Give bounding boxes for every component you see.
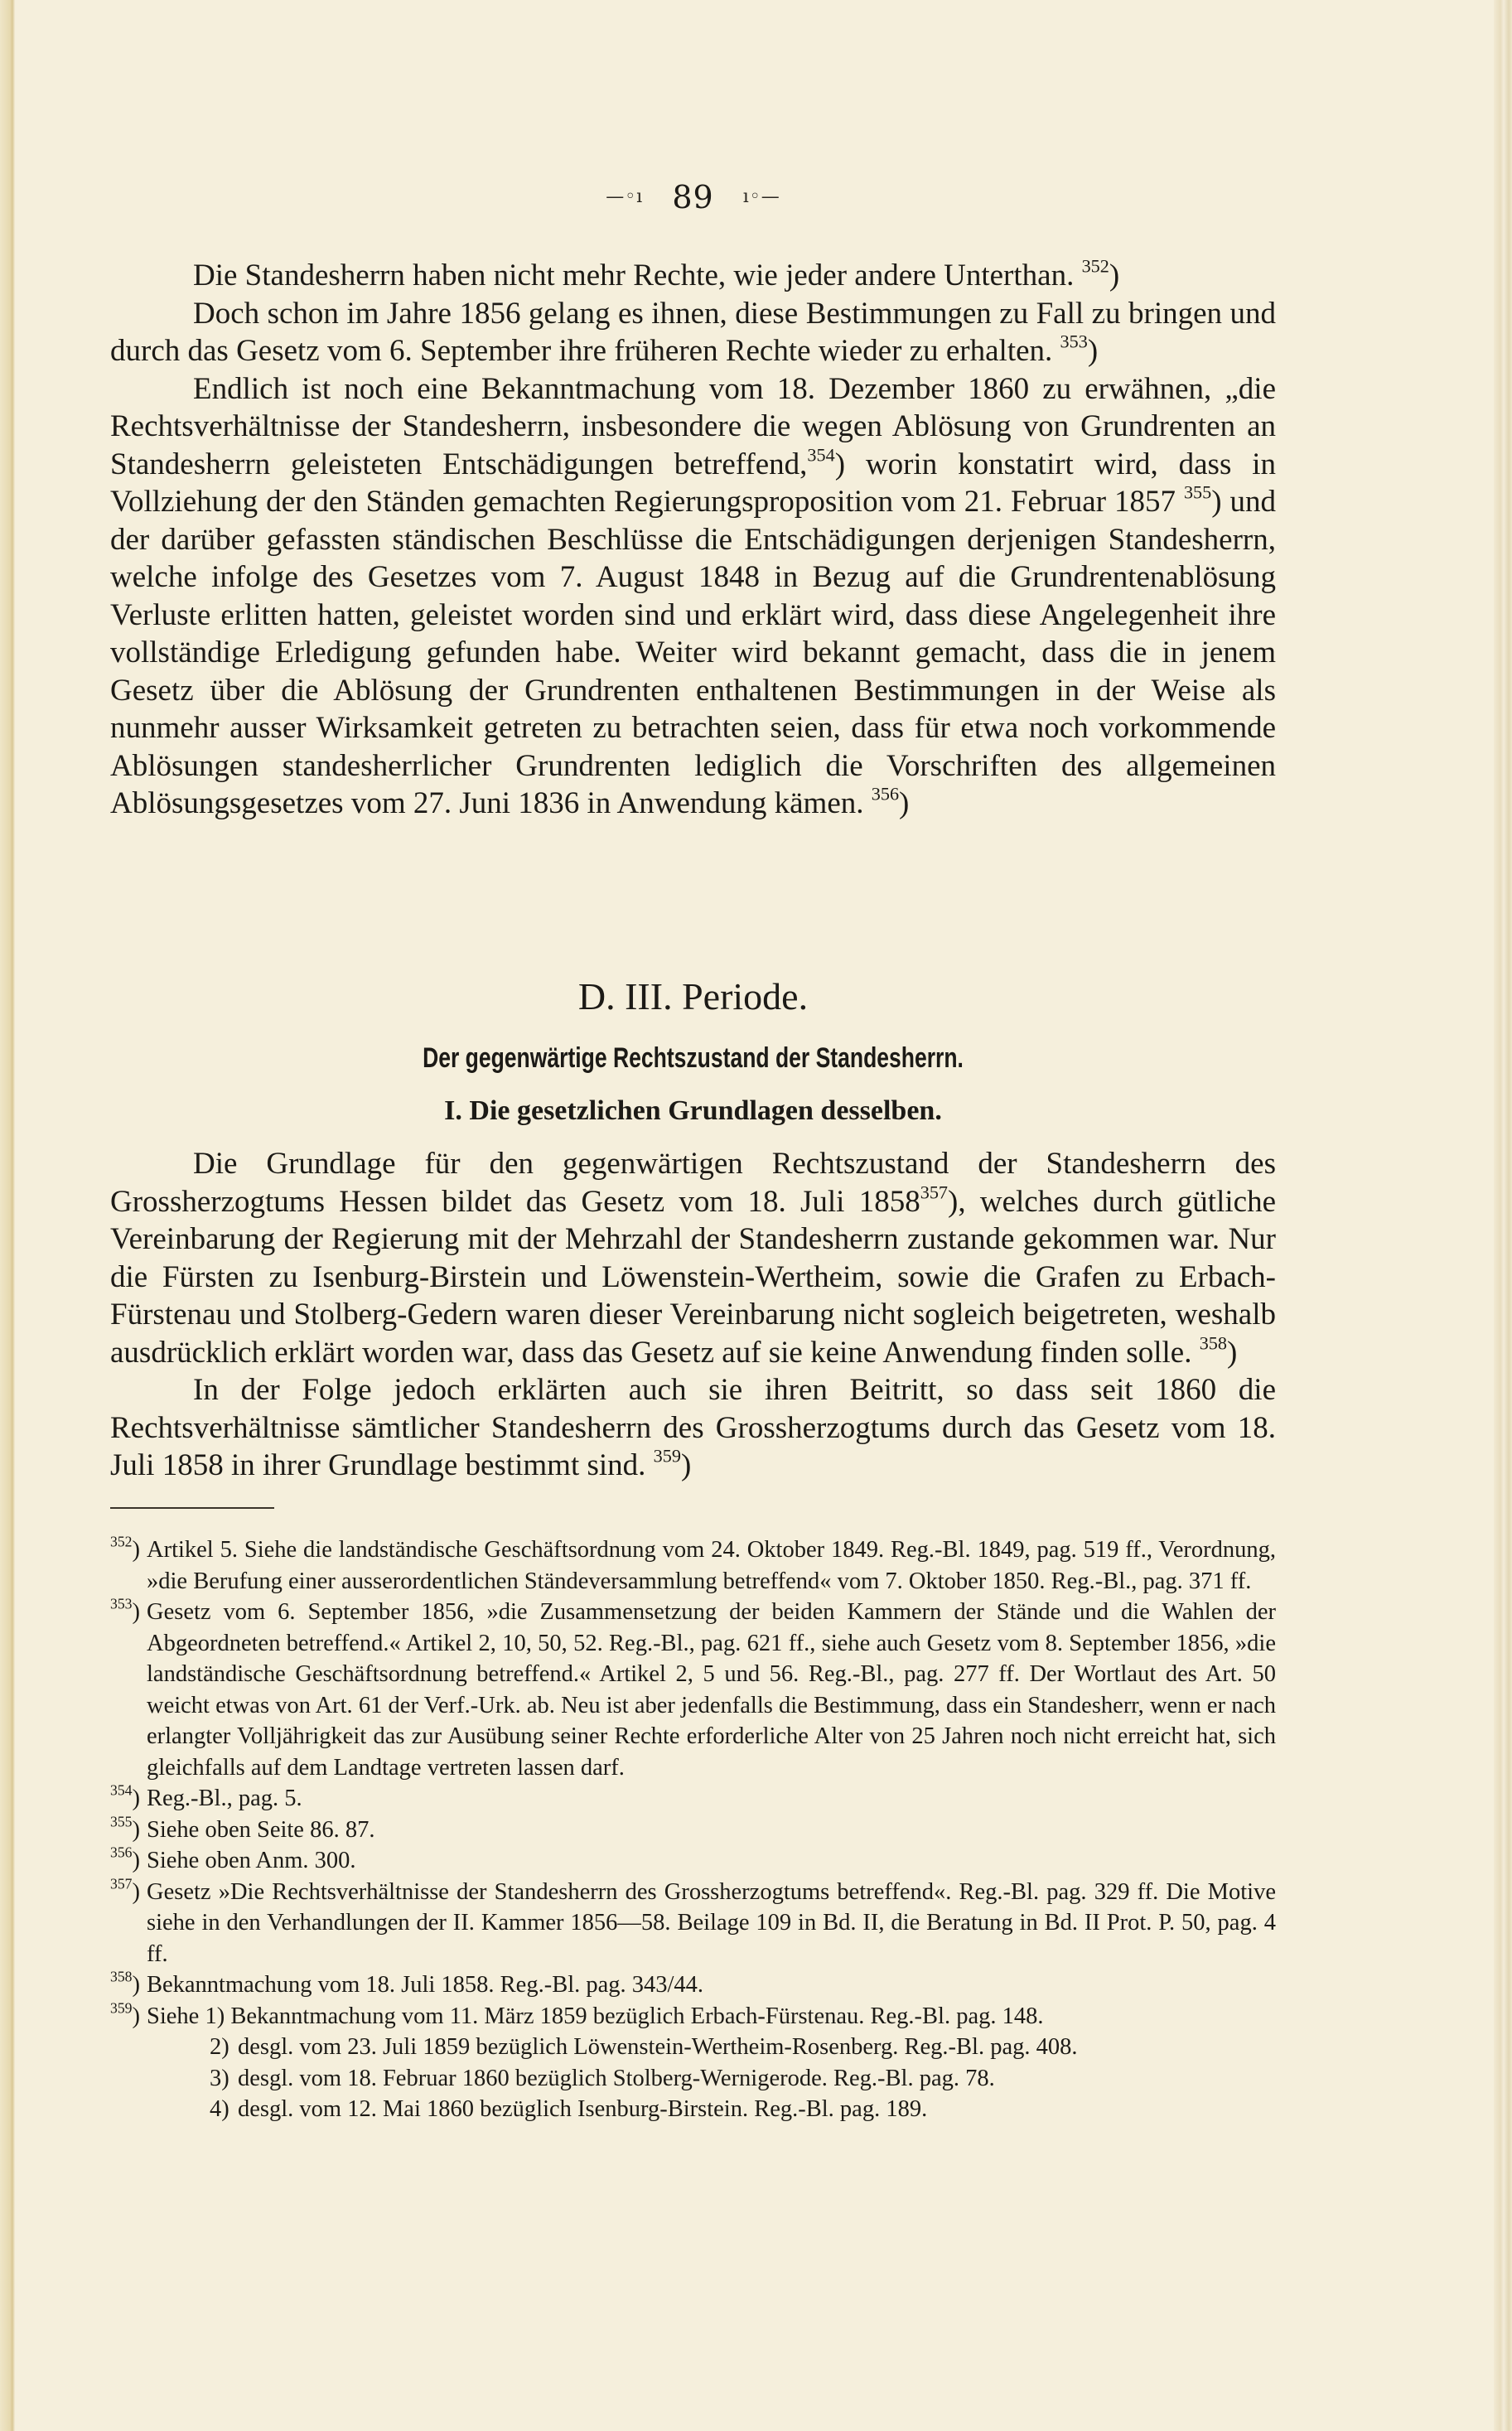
paragraph-text: Die Grundlage für den gegenwärtigen Rechtszustand der Standesherrn des Grossherzogtums Hessen bildet das Gesetz vom 18. Juli 1858	[110, 1147, 1276, 1219]
footnote-sub-number: 1)	[205, 2003, 225, 2029]
footnote-marker: $^{357}$)	[110, 1875, 140, 1905]
footnote-divider	[110, 1507, 274, 1509]
footnote-sub-text: desgl. vom 23. Juli 1859 bezüglich Löwenstein-Wertheim-Rosenberg. Reg.-Bl. pag. 408.	[238, 2034, 1078, 2060]
footnote-359	[110, 2001, 1276, 2125]
footnote-marker: $^{356}$)	[110, 1844, 140, 1873]
footnote-text: Gesetz »Die Rechtsverhältnisse der Standesherrn des Grossherzogtums betreffend«. Reg.-Bl. pag. 329 ff. Die Motive siehe in den Verhandlungen der II. Kammer 1856—58. Beilage 109 in Bd. II, die Beratung in Bd. II Prot. P. 50, pag. 4 ff.	[147, 1878, 1276, 1967]
paragraph	[110, 295, 1276, 370]
paragraph-text: Doch schon im Jahre 1856 gelang es ihnen, diese Bestimmungen zu Fall zu bringen und durch das Gesetz vom 6. September ihre früheren Rechte wieder zu erhalten.	[110, 296, 1276, 368]
page-number: 89	[672, 178, 714, 215]
paragraph-text: Die Standesherrn haben nicht mehr Rechte, wie jeder andere Unterthan.	[193, 259, 1075, 292]
footnotes	[110, 1534, 1276, 2125]
footnote-marker: $^{354}$)	[110, 1781, 140, 1811]
footnote-ref[interactable]: 354	[807, 443, 835, 465]
intro-text	[110, 257, 1276, 823]
footnote-ref[interactable]: 353	[1060, 331, 1088, 352]
section-sub-title: I. Die gesetzlichen Grundlagen desselben.	[444, 1095, 942, 1126]
footnote-sub-item	[147, 2094, 1276, 2125]
footnote-sub-text: desgl. vom 18. Februar 1860 bezüglich Stolberg-Wernigerode. Reg.-Bl. pag. 78.	[238, 2065, 995, 2091]
footnote-ref-paren: )	[899, 786, 910, 820]
page-header	[110, 176, 1276, 215]
footnote-357	[110, 1877, 1276, 1970]
paragraph-text: ), welches durch gütliche Vereinbarung der Regierung mit der Mehrzahl der Standesherrn zustande gekommen war. Nur die Fürsten zu Isenburg-Birstein und Löwenstein-Wertheim, sowie die Grafen zu Erbach-Fürstenau und Stolberg-Gedern waren dieser Vereinbarung nicht sogleich beigetreten, weshalb ausdrücklich erklärt worden war, dass das Gesetz auf sie keine Anwendung finden solle.	[110, 1184, 1276, 1370]
footnote-text: Artikel 5. Siehe die landständische Geschäftsordnung vom 24. Oktober 1849. Reg.-Bl. 1849, pag. 519 ff., Verordnung, »die Berufung einer ausserordentlichen Ständeversammlung betreffend« vom 7. Oktober 1850. Reg.-Bl., pag. 371 ff.	[147, 1537, 1276, 1594]
footnote-marker: $^{353}$)	[110, 1595, 140, 1625]
footnote-356	[110, 1845, 1276, 1877]
paragraph-text: ) worin konstatirt wird, dass in Vollziehung der den Ständen gemachten Regierungsproposition vom 21. Februar 1857	[110, 447, 1276, 519]
footnote-ref[interactable]: 357	[920, 1181, 949, 1202]
footnote-352	[110, 1534, 1276, 1597]
paragraph	[110, 370, 1276, 823]
paragraph-text: ) und der darüber gefassten ständischen Beschlüsse die Entschädigungen derjenigen Standesherrn, welche infolge des Gesetzes vom 7. August 1848 in Bezug auf die Grundrentenablösung Verluste erlitten hatten, geleistet worden sind und erklärt wird, dass diese Angelegenheit ihre vollständige Erledigung gefunden habe. Weiter wird bekannt gemacht, dass die in jenem Gesetz über die Ablösung der Grundrenten enthaltenen Bestimmungen in der Weise als nunmehr ausser Wirksamkeit getreten zu betrachten seien, dass für etwa noch vorkommende Ablösungen standesherrlicher Grundrenten lediglich die Vorschriften des allgemeinen Ablösungsgesetzes vom 27. Juni 1836 in Anwendung kämen.	[110, 485, 1276, 820]
footnote-text: Bekanntmachung vom 18. Juli 1858. Reg.-Bl. pag. 343/44.	[147, 1972, 704, 1998]
footnote-ref-paren: )	[1109, 259, 1120, 292]
paragraph-text: Endlich ist noch eine Bekanntmachung vom 18. Dezember 1860 zu erwähnen, „die Rechtsverhältnisse der Standesherrn, insbesondere die wegen Ablösung von Grundrenten an Standesherrn geleisteten Entschädigungen betreffend,	[110, 371, 1276, 481]
footnote-marker: $^{355}$)	[110, 1813, 140, 1843]
footnote-ref-paren: )	[1087, 334, 1099, 368]
paragraph	[110, 257, 1276, 295]
section-text	[110, 1145, 1276, 1485]
section-main-title: Der gegenwärtige Rechtszustand der Standesherrn.	[423, 1042, 964, 1074]
footnote-text: Reg.-Bl., pag. 5.	[147, 1786, 302, 1811]
paragraph-text: In der Folge jedoch erklärten auch sie ihren Beitritt, so dass seit 1860 die Rechtsverhältnisse sämtlicher Standesherrn des Grossherzogtums durch das Gesetz vom 18. Juli 1858 in ihrer Grundlage bestimmt sind.	[110, 1373, 1276, 1482]
footnote-text: Siehe oben Anm. 300.	[147, 1848, 356, 1873]
footnote-sub-item	[147, 2063, 1276, 2095]
footnote-marker: $^{352}$)	[110, 1533, 140, 1563]
footnote-ref[interactable]: 358	[1199, 1331, 1227, 1353]
ornament-right-icon: ı◦—	[742, 186, 780, 207]
footnote-358	[110, 1969, 1276, 2001]
footnote-sub-number: 3)	[210, 2065, 229, 2091]
page-binding-edge	[0, 0, 15, 2431]
footnote-sub-text: desgl. vom 12. Mai 1860 bezüglich Isenburg-Birstein. Reg.-Bl. pag. 189.	[238, 2096, 928, 2122]
footnote-sub-item	[147, 2032, 1276, 2063]
paragraph	[110, 1145, 1276, 1371]
footnote-ref-paren: )	[1226, 1335, 1238, 1370]
footnote-lead: Siehe	[147, 2003, 200, 2029]
paragraph	[110, 1371, 1276, 1485]
footnote-ref-paren: )	[680, 1448, 692, 1482]
footnote-sub-text: Bekanntmachung vom 11. März 1859 bezüglich Erbach-Fürstenau. Reg.-Bl. pag. 148.	[230, 2003, 1044, 2029]
footnote-marker: $^{359}$)	[110, 1999, 140, 2029]
footnote-ref[interactable]: 359	[653, 1445, 681, 1467]
footnote-sub-number: 4)	[210, 2096, 229, 2122]
footnote-ref[interactable]: 352	[1081, 255, 1109, 277]
ornament-left-icon: —◦ı	[606, 186, 644, 207]
footnote-ref[interactable]: 355	[1183, 481, 1212, 503]
footnote-ref[interactable]: 356	[871, 783, 900, 805]
footnote-353	[110, 1597, 1276, 1783]
footnote-sub-item	[147, 2001, 1276, 2032]
footnote-355	[110, 1815, 1276, 1846]
footnote-text: Siehe oben Seite 86. 87.	[147, 1816, 375, 1843]
page-fore-edge	[1494, 0, 1512, 2431]
section-period-title: D. III. Periode.	[577, 975, 809, 1017]
footnote-marker: $^{358}$)	[110, 1968, 140, 1998]
footnote-354	[110, 1783, 1276, 1815]
footnote-sub-number: 2)	[210, 2034, 229, 2060]
footnote-text: Gesetz vom 6. September 1856, »die Zusammensetzung der beiden Kammern der Stände und die Wahlen der Abgeordneten betreffend.« Artikel 2, 10, 50, 52. Reg.-Bl., pag. 621 ff., siehe auch Gesetz vom 8. September 1856, »die landständische Geschäftsordnung betreffend.« Artikel 2, 5 und 56. Reg.-Bl., pag. 277 ff. Der Wortlaut des Art. 50 weicht etwas von Art. 61 der Verf.-Urk. ab. Neu ist aber jedenfalls die Bestimmung, dass ein Standesherr, wenn er nach erlangter Volljährigkeit das zur Ausübung seiner Rechte erforderliche Alter von 25 Jahren noch nicht erreicht hat, sich gleichfalls auf dem Landtage vertreten lassen darf.	[147, 1599, 1276, 1781]
